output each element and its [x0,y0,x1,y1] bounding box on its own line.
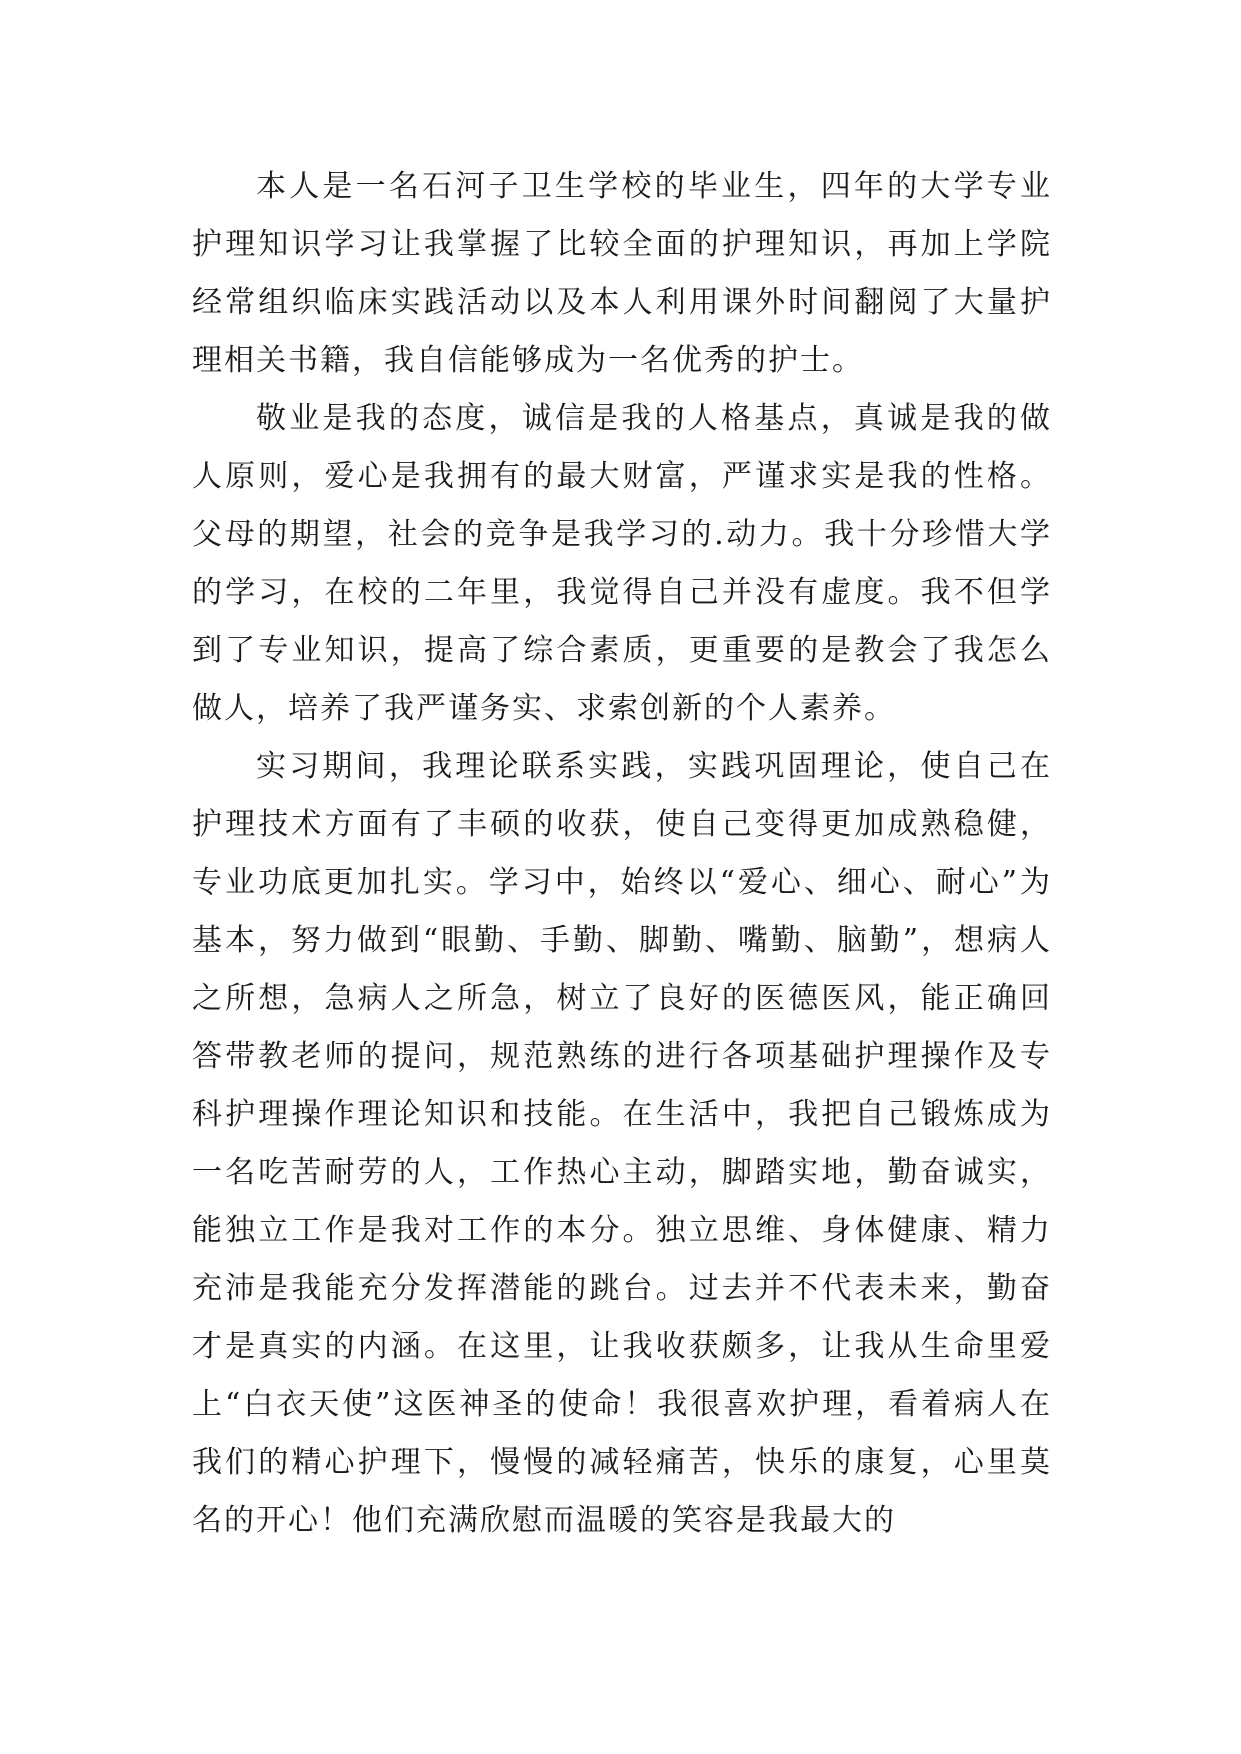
paragraph-2: 敬业是我的态度，诚信是我的人格基点，真诚是我的做人原则，爱心是我拥有的最大财富，严谨求实是我的性格。父母的期望，社会的竞争是我学习的.动力。我十分珍惜大学的学习，在校的二年里，我觉得自己并没有虚度。我不但学到了专业知识，提高了综合素质，更重要的是教会了我怎么做人，培养了我严谨务实、求索创新的个人素养。 [192,401,1052,726]
paragraph-1: 本人是一名石河子卫生学校的毕业生，四年的大学专业护理知识学习让我掌握了比较全面的护理知识，再加上学院经常组织临床实践活动以及本人利用课外时间翻阅了大量护理相关书籍，我自信能够成为一名优秀的护士。 [192,169,1052,378]
document-body [192,158,1052,1550]
paragraph-3: 实习期间，我理论联系实践，实践巩固理论，使自己在护理技术方面有了丰硕的收获，使自己变得更加成熟稳健，专业功底更加扎实。学习中，始终以“爱心、细心、耐心”为基本，努力做到“眼勤、手勤、脚勤、嘴勤、脑勤”，想病人之所想，急病人之所急，树立了良好的医德医风，能正确回答带教老师的提问，规范熟练的进行各项基础护理操作及专科护理操作理论知识和技能。在生活中，我把自己锻炼成为一名吃苦耐劳的人，工作热心主动，脚踏实地，勤奋诚实，能独立工作是我对工作的本分。独立思维、身体健康、精力充沛是我能充分发挥潜能的跳台。过去并不代表未来，勤奋才是真实的内涵。在这里，让我收获颇多，让我从生命里爱上“白衣天使”这医神圣的使命！我很喜欢护理，看着病人在我们的精心护理下，慢慢的减轻痛苦，快乐的康复，心里莫名的开心！他们充满欣慰而温暖的笑容是我最大的 [192,749,1052,1538]
